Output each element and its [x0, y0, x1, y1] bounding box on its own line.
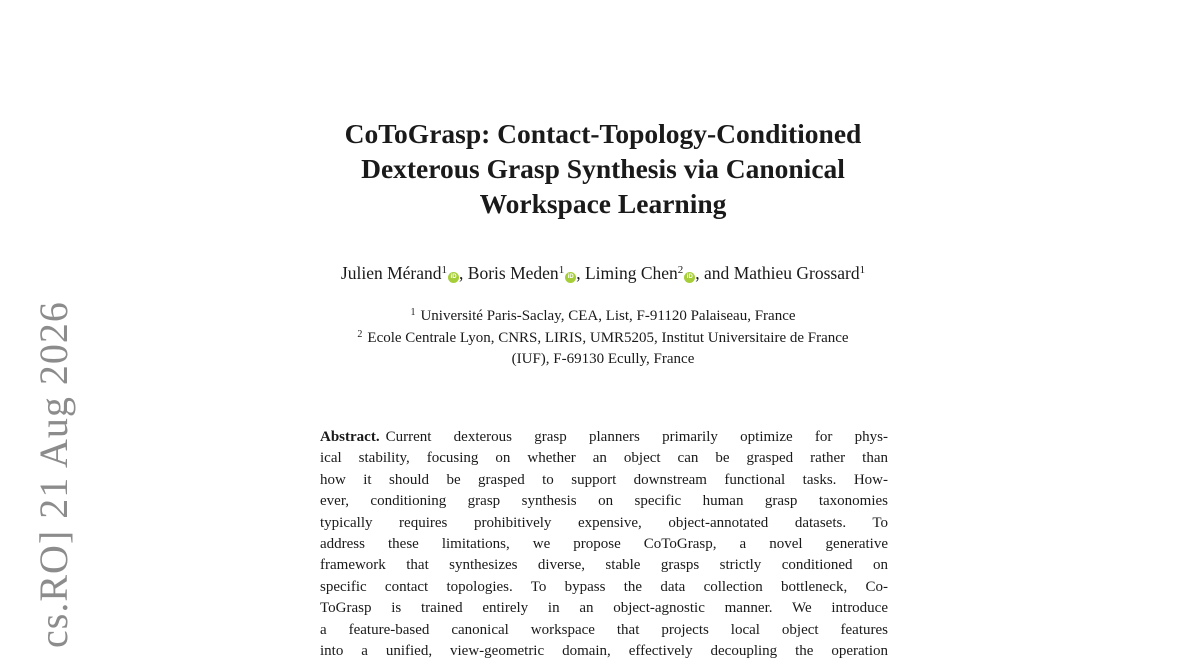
abstract-line: ToGrasp is trained entirely in an object-agnostic manner. We introduce — [320, 600, 888, 617]
affiliation-mark: 1 — [410, 307, 416, 318]
abstract-text: Current dexterous grasp planners primarily optimize for phys- — [385, 429, 888, 445]
affiliation-text: (IUF), F-69130 Ecully, France — [511, 351, 695, 367]
author-name: Mathieu Grossard — [733, 263, 860, 283]
author-affiliation-mark: 1 — [441, 264, 448, 276]
affiliation-line — [200, 349, 1006, 371]
author-affiliation-mark: 1 — [558, 264, 565, 276]
abstract-label: Abstract. — [320, 429, 380, 445]
abstract-line: a feature-based canonical workspace that projects local object features — [320, 621, 888, 638]
orcid-icon[interactable]: iD — [448, 272, 459, 283]
affiliation-list — [200, 306, 1006, 371]
author-name: Julien Mérand — [340, 263, 442, 283]
abstract — [320, 427, 888, 662]
title-line: Dexterous Grasp Synthesis via Canonical — [361, 153, 845, 184]
abstract-line: address these limitations, we propose CoToGrasp, a novel generative — [320, 535, 888, 552]
abstract-line: how it should be grasped to support downstream functional tasks. How- — [320, 471, 888, 488]
author-affiliation-mark: 2 — [677, 264, 684, 276]
abstract-line: into a unified, view-geometric domain, effectively decoupling the operation — [320, 642, 888, 659]
abstract-line: ical stability, focusing on whether an object can be grasped rather than — [320, 450, 888, 467]
abstract-line: framework that synthesizes diverse, stable grasps strictly conditioned on — [320, 557, 888, 574]
affiliation-text: Université Paris-Saclay, CEA, List, F-91120 Palaiseau, France — [420, 308, 796, 324]
affiliation-line — [200, 328, 1006, 350]
title-line: CoToGrasp: Contact-Topology-Conditioned — [344, 118, 862, 149]
author-separator: , — [459, 263, 468, 283]
affiliation-text: Ecole Centrale Lyon, CNRS, LIRIS, UMR5205, Institut Universitaire de France — [367, 329, 849, 346]
author-name: Liming Chen — [584, 263, 678, 283]
abstract-line: typically requires prohibitively expensive, object-annotated datasets. To — [320, 514, 888, 531]
affiliation-mark: 2 — [357, 328, 363, 340]
author-separator: , and — [695, 263, 734, 283]
orcid-icon[interactable]: iD — [684, 272, 695, 283]
abstract-line: specific contact topologies. To bypass the data collection bottleneck, Co- — [320, 578, 888, 595]
author-list — [200, 262, 1006, 284]
affiliation-line — [200, 306, 1006, 328]
abstract-line: ever, conditioning grasp synthesis on specific human grasp taxonomies — [320, 493, 888, 510]
paper-title — [250, 116, 956, 221]
title-line: Workspace Learning — [479, 188, 727, 219]
author-affiliation-mark: 1 — [859, 264, 866, 276]
author-name: Boris Meden — [467, 263, 559, 283]
arxiv-side-stamp: cs.RO] 21 Aug 2026 — [31, 301, 76, 648]
author-separator: , — [576, 263, 585, 283]
abstract-line — [320, 427, 888, 448]
orcid-icon[interactable]: iD — [565, 272, 576, 283]
